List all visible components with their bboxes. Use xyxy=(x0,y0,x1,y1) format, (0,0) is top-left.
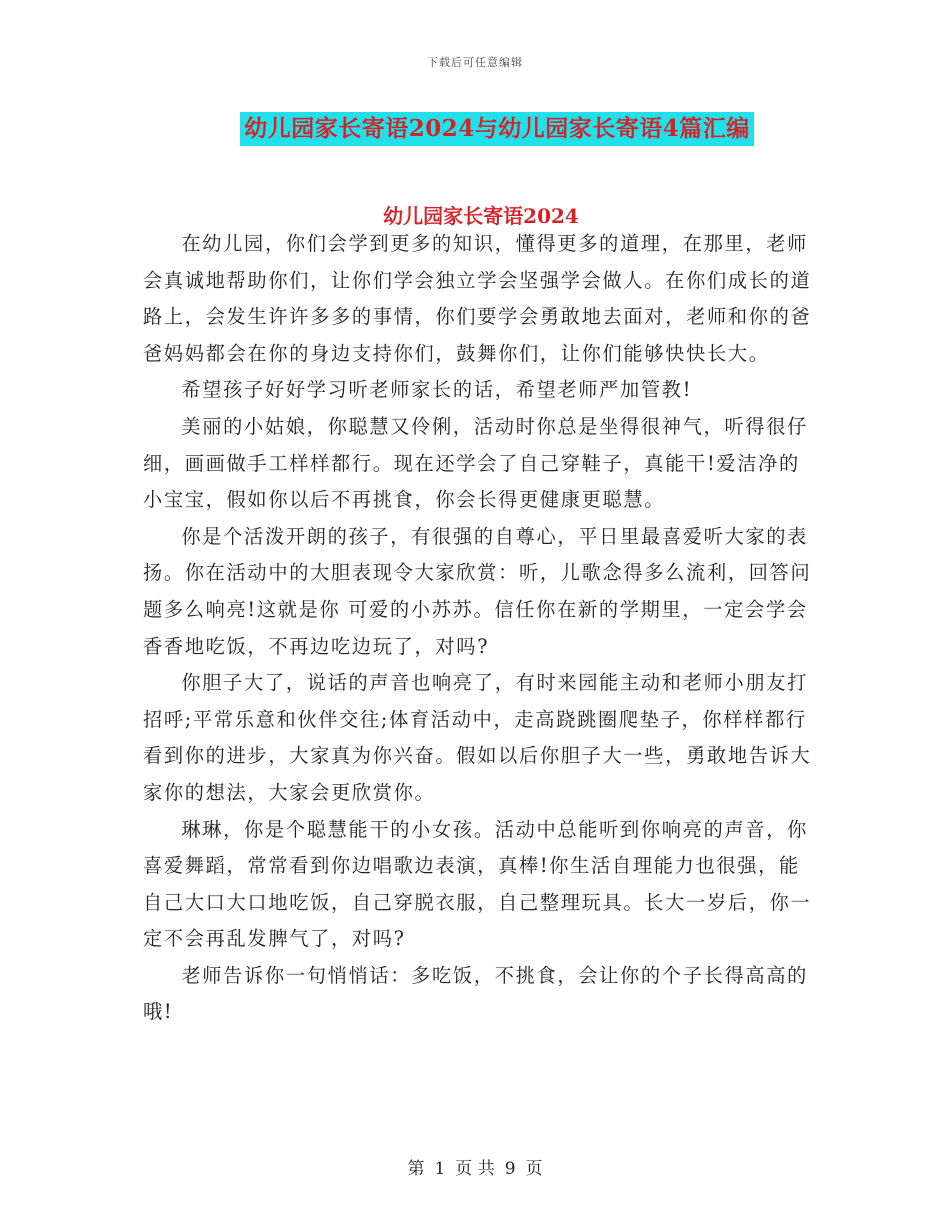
body-text xyxy=(143,226,815,1031)
paragraph: 在幼儿园，你们会学到更多的知识，懂得更多的道理，在那里，老师会真诚地帮助你们，让你们学会独立学会坚强学会做人。在你们成长的道路上，会发生许许多多的事情，你们要学会勇敢地去面对，老师和你的爸爸妈妈都会在你的身边支持你们，鼓舞你们，让你们能够快快长大。 xyxy=(143,232,812,365)
footer-middle: 页 共 xyxy=(455,1159,495,1179)
paragraph: 希望孩子好好学习听老师家长的话，希望老师严加管教! xyxy=(181,378,693,402)
paragraph: 美丽的小姑娘，你聪慧又伶俐，活动时你总是坐得很神气，听得很仔细，画画做手工样样都行。现在还学会了自己穿鞋子，真能干!爱洁净的小宝宝，假如你以后不再挑食，你会长得更健康更聪慧。 xyxy=(143,414,809,512)
footer-prefix: 第 xyxy=(407,1159,425,1179)
page-number-total: 9 xyxy=(504,1159,516,1179)
paragraph: 你胆子大了，说话的声音也响亮了，有时来园能主动和老师小朋友打招呼;平常乐意和伙伴交往;体育活动中，走高跷跳圈爬垫子，你样样都行 看到你的进步，大家真为你兴奋。假如以后你胆子大一些，勇敢地告诉大家你的想法，大家会更欣赏你。 xyxy=(143,671,812,804)
section-title: 幼儿园家长寄语2024 xyxy=(383,204,579,228)
page-footer xyxy=(0,1154,950,1179)
paragraph: 你是个活泼开朗的孩子，有很强的自尊心，平日里最喜爱听大家的表扬。你在活动中的大胆表现令大家欣赏：听，儿歌念得多么流利，回答问题多么响亮!这就是你 可爱的小苏苏。信任你在新的学期里，一定会学会香香地吃饭，不再边吃边玩了，对吗? xyxy=(143,524,812,658)
footer-suffix: 页 xyxy=(525,1159,543,1179)
document-title: 幼儿园家长寄语2024与幼儿园家长寄语4篇汇编 xyxy=(240,112,754,146)
header-note: 下载后可任意编辑 xyxy=(427,56,523,69)
page-number-current: 1 xyxy=(434,1159,446,1179)
paragraph: 老师告诉你一句悄悄话：多吃饭，不挑食，会让你的个子长得高高的哦! xyxy=(143,963,809,1024)
paragraph: 琳琳，你是个聪慧能干的小女孩。活动中总能听到你响亮的声音，你喜爱舞蹈，常常看到你边唱歌边表演，真棒!你生活自理能力也很强，能自己大口大口地吃饭，自己穿脱衣服，自己整理玩具。长大一岁后，你一定不会再乱发脾气了，对吗? xyxy=(143,817,812,951)
document-title-container xyxy=(0,112,950,146)
